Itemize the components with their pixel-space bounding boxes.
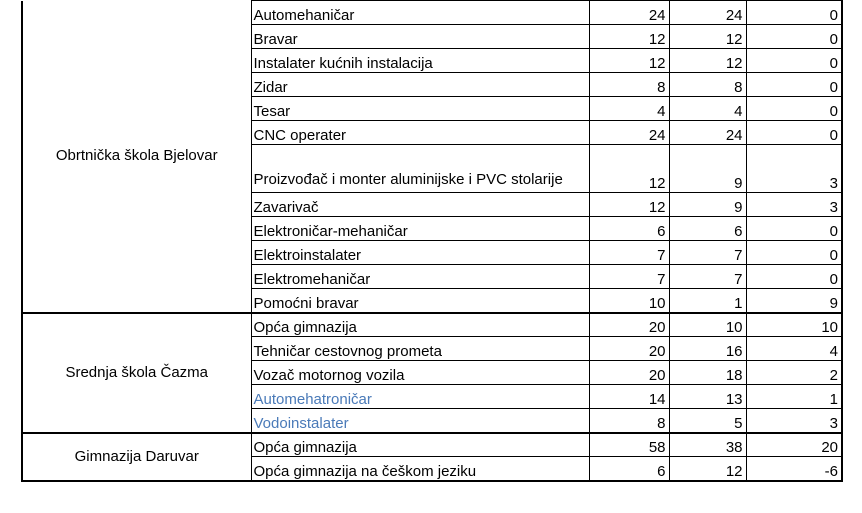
value-a-cell: 7	[589, 241, 669, 265]
program-cell: Tehničar cestovnog prometa	[251, 337, 589, 361]
value-c-cell: 20	[746, 433, 842, 457]
value-c-cell: 0	[746, 97, 842, 121]
value-a-cell: 8	[589, 409, 669, 433]
table-row	[22, 1, 842, 25]
school-name-cell: Srednja škola Čazma	[22, 313, 251, 433]
value-b-cell: 12	[669, 25, 746, 49]
program-cell: Elektroničar-mehaničar	[251, 217, 589, 241]
value-c-cell: 0	[746, 121, 842, 145]
value-a-cell: 10	[589, 289, 669, 313]
value-c-cell: 4	[746, 337, 842, 361]
value-c-cell: 3	[746, 193, 842, 217]
value-c-cell: 3	[746, 145, 842, 193]
value-c-cell: 3	[746, 409, 842, 433]
value-c-cell: 1	[746, 385, 842, 409]
value-c-cell: -6	[746, 457, 842, 481]
value-a-cell: 6	[589, 217, 669, 241]
value-c-cell: 0	[746, 25, 842, 49]
table-row	[22, 433, 842, 457]
value-a-cell: 14	[589, 385, 669, 409]
value-a-cell: 20	[589, 337, 669, 361]
program-cell: Instalater kućnih instalacija	[251, 49, 589, 73]
value-a-cell: 12	[589, 193, 669, 217]
value-a-cell: 58	[589, 433, 669, 457]
value-b-cell: 18	[669, 361, 746, 385]
value-b-cell: 24	[669, 1, 746, 25]
program-cell: Zidar	[251, 73, 589, 97]
value-b-cell: 7	[669, 265, 746, 289]
program-cell: Elektroinstalater	[251, 241, 589, 265]
program-cell: Tesar	[251, 97, 589, 121]
program-cell: Bravar	[251, 25, 589, 49]
program-cell: Vodoinstalater	[251, 409, 589, 433]
value-c-cell: 0	[746, 1, 842, 25]
value-c-cell: 0	[746, 73, 842, 97]
program-cell: Elektromehaničar	[251, 265, 589, 289]
value-b-cell: 7	[669, 241, 746, 265]
value-b-cell: 12	[669, 49, 746, 73]
value-b-cell: 4	[669, 97, 746, 121]
program-cell: Vozač motornog vozila	[251, 361, 589, 385]
value-b-cell: 13	[669, 385, 746, 409]
value-c-cell: 10	[746, 313, 842, 337]
value-c-cell: 9	[746, 289, 842, 313]
value-b-cell: 24	[669, 121, 746, 145]
value-b-cell: 9	[669, 145, 746, 193]
value-b-cell: 1	[669, 289, 746, 313]
value-b-cell: 10	[669, 313, 746, 337]
program-cell: Automehaničar	[251, 1, 589, 25]
school-name-cell: Obrtnička škola Bjelovar	[22, 1, 251, 313]
value-a-cell: 12	[589, 145, 669, 193]
table-row	[22, 313, 842, 337]
program-cell: Pomoćni bravar	[251, 289, 589, 313]
value-a-cell: 7	[589, 265, 669, 289]
value-c-cell: 0	[746, 49, 842, 73]
program-cell: Opća gimnazija	[251, 433, 589, 457]
value-b-cell: 9	[669, 193, 746, 217]
value-b-cell: 5	[669, 409, 746, 433]
value-b-cell: 6	[669, 217, 746, 241]
value-b-cell: 8	[669, 73, 746, 97]
value-c-cell: 2	[746, 361, 842, 385]
program-cell: Proizvođač i monter aluminijske i PVC stolarije	[251, 145, 589, 193]
value-a-cell: 6	[589, 457, 669, 481]
value-b-cell: 38	[669, 433, 746, 457]
value-a-cell: 4	[589, 97, 669, 121]
school-name-cell: Gimnazija Daruvar	[22, 433, 251, 481]
value-a-cell: 8	[589, 73, 669, 97]
value-a-cell: 24	[589, 1, 669, 25]
value-a-cell: 24	[589, 121, 669, 145]
value-c-cell: 0	[746, 241, 842, 265]
program-cell: Zavarivač	[251, 193, 589, 217]
enrollment-table	[21, 0, 843, 482]
value-a-cell: 12	[589, 25, 669, 49]
value-a-cell: 12	[589, 49, 669, 73]
program-cell: Opća gimnazija	[251, 313, 589, 337]
value-a-cell: 20	[589, 313, 669, 337]
value-a-cell: 20	[589, 361, 669, 385]
value-c-cell: 0	[746, 217, 842, 241]
program-cell: Opća gimnazija na češkom jeziku	[251, 457, 589, 481]
value-b-cell: 16	[669, 337, 746, 361]
program-cell: Automehatroničar	[251, 385, 589, 409]
value-b-cell: 12	[669, 457, 746, 481]
value-c-cell: 0	[746, 265, 842, 289]
program-cell: CNC operater	[251, 121, 589, 145]
